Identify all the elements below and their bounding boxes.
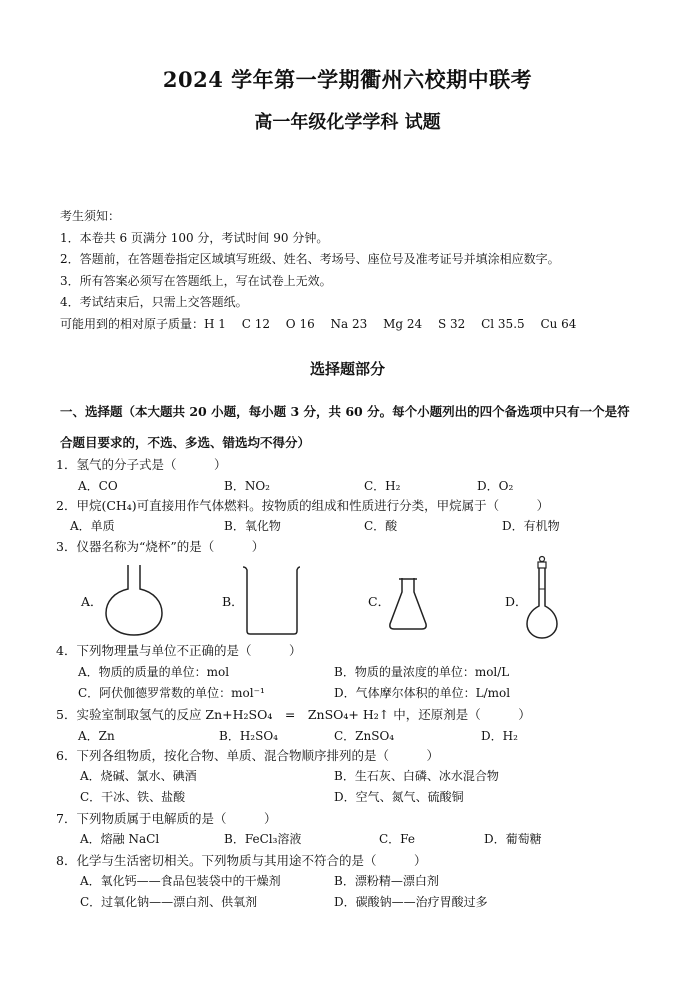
option-d: D．碳酸钠——治疗胃酸过多 [334, 895, 488, 909]
option-b: B． [222, 594, 244, 609]
option-a: A．物质的质量的单位：mol [78, 665, 230, 679]
option-a: A．氧化钙——食品包装袋中的干燥剂 [80, 874, 281, 888]
option-b: B．H₂SO₄ [219, 729, 278, 743]
option-a: A．CO [78, 479, 118, 493]
option-a: A．单质 [70, 519, 115, 533]
volumetric-flask-icon [527, 556, 557, 638]
option-d: D． [505, 594, 528, 609]
atomic-masses-line: 可能用到的相对原子质量：H 1 C 12 O 16 Na 23 Mg 24 S 32 Cl 35.5 Cu 64 [60, 316, 577, 331]
option-a: A．烧碱、氯水、碘酒 [80, 769, 197, 783]
option-a: A．Zn [78, 729, 115, 743]
option-d: D．空气、氮气、硫酸铜 [334, 790, 464, 804]
option-a: A．熔融 NaCl [80, 832, 160, 846]
option-c: C．干冰、铁、盐酸 [80, 790, 186, 804]
option-c: C．H₂ [364, 479, 401, 493]
option-c: C．阿伏伽德罗常数的单位：mol⁻¹ [78, 686, 265, 700]
option-b: B．NO₂ [224, 479, 270, 493]
notice-item: 3．所有答案必须写在答题纸上，写在试卷上无效。 [60, 273, 332, 288]
part-heading: 一、选择题（本大题共 20 小题，每小题 3 分，共 60 分。每个小题列出的四个备选项中只有一个是符合题目要求的，不选、多选、错选均不得分） [60, 404, 630, 450]
notice-item: 2．答题前，在答题卷指定区域填写班级、姓名、考场号、座位号及准考证号并填涂相应数字。 [60, 252, 560, 266]
option-b: B．生石灰、白磷、冰水混合物 [334, 769, 499, 783]
section-title: 选择题部分 [309, 360, 385, 378]
option-b: B．氧化物 [224, 519, 281, 533]
question-stem: 1．氢气的分子式是（ ） [56, 457, 227, 472]
question-stem: 8．化学与生活密切相关。下列物质与其用途不符合的是（ ） [56, 853, 427, 868]
option-c: C． [368, 594, 391, 609]
option-b: B．FeCl₃溶液 [224, 832, 302, 846]
option-c: C．Fe [379, 832, 415, 846]
option-d: D．有机物 [502, 519, 560, 533]
round-bottom-flask-icon [104, 565, 164, 635]
option-b: B．漂粉精—漂白剂 [334, 874, 439, 888]
exam-subtitle: 高一年级化学学科 试题 [254, 112, 441, 133]
question-stem: 4．下列物理量与单位不正确的是（ ） [56, 643, 302, 658]
option-d: D．气体摩尔体积的单位：L/mol [334, 686, 511, 700]
question-stem: 2．甲烷(CH₄)可直接用作气体燃料。按物质的组成和性质进行分类，甲烷属于（ ） [56, 498, 550, 513]
option-a: A． [81, 594, 103, 609]
exam-title: 2024 学年第一学期衢州六校期中联考 [162, 67, 533, 92]
option-c: C．ZnSO₄ [334, 729, 395, 743]
option-c: C．酸 [364, 519, 398, 533]
option-d: D．H₂ [481, 729, 518, 743]
beaker-icon [243, 565, 301, 635]
question-stem: 3．仪器名称为“烧杯”的是（ ） [56, 539, 265, 554]
notice-item: 4．考试结束后，只需上交答题纸。 [60, 295, 248, 309]
option-b: B．物质的量浓度的单位：mol/L [334, 665, 510, 679]
exam-notice [60, 206, 576, 335]
option-d: D．O₂ [477, 479, 514, 493]
option-d: D．葡萄糖 [484, 832, 542, 846]
option-c: C．过氧化钠——漂白剂、供氧剂 [80, 895, 258, 909]
conical-flask-icon [388, 578, 428, 630]
notice-heading: 考生须知： [60, 209, 121, 223]
question-stem: 6．下列各组物质，按化合物、单质、混合物顺序排列的是（ ） [56, 748, 439, 763]
question-stem: 5．实验室制取氢气的反应 Zn+H₂SO₄ = ZnSO₄+ H₂↑ 中，还原剂是（ ） [56, 707, 531, 722]
notice-item: 1．本卷共 6 页满分 100 分，考试时间 90 分钟。 [60, 230, 329, 245]
question-stem: 7．下列物质属于电解质的是（ ） [56, 811, 277, 826]
